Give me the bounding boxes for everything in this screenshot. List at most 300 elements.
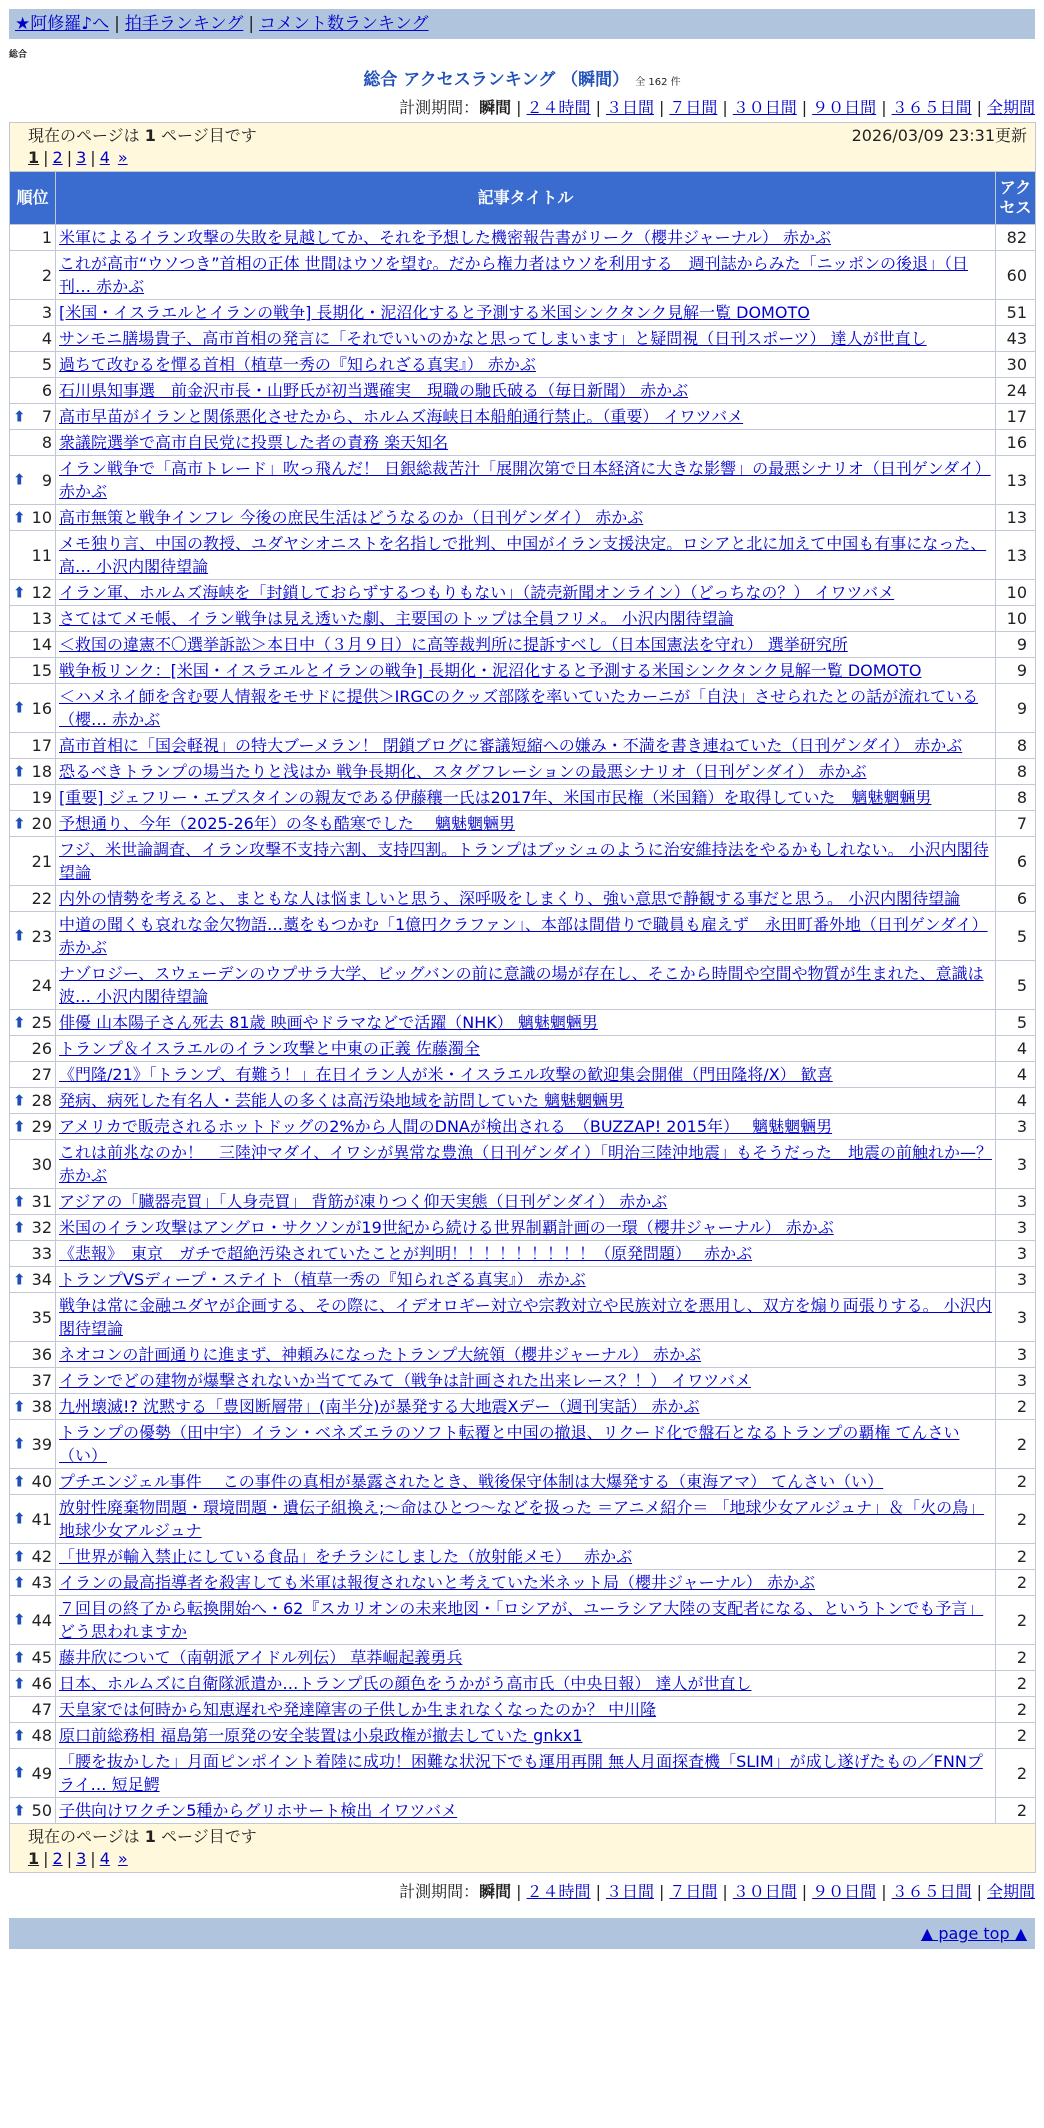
bottom-period-7[interactable]: 全期間 [986, 1882, 1035, 1901]
rank-cell [10, 225, 56, 251]
rank-up-icon: ⬆ [13, 1573, 26, 1591]
article-link[interactable]: 米軍によるイラン攻撃の失敗を見越してか、それを予想した機密報告書がリーク（櫻井ジャーナル） 赤かぶ [59, 228, 831, 247]
access-count: 13 [996, 531, 1036, 580]
rank-number: 33 [31, 1244, 52, 1263]
page-links-top: 1 | 2 | 3 | 4 » [28, 148, 128, 167]
article-link[interactable]: トランプ＆イスラエルのイラン攻撃と中東の正義 佐藤濁全 [59, 1039, 480, 1058]
table-row [10, 1114, 1036, 1140]
table-row [10, 759, 1036, 785]
article-link[interactable]: 高市早苗がイランと関係悪化させたから、ホルムズ海峡日本船舶通行禁止。（重要） イワツバメ [59, 407, 744, 426]
rank-number: 2 [41, 265, 52, 285]
rank-number: 49 [31, 1763, 52, 1783]
table-row [10, 1010, 1036, 1036]
rank-number: 42 [31, 1547, 52, 1566]
rank-cell [10, 1267, 56, 1293]
rank-cell [10, 759, 56, 785]
table-row [10, 606, 1036, 632]
access-count: 5 [996, 961, 1036, 1010]
access-count: 82 [996, 225, 1036, 251]
rank-up-icon: ⬆ [13, 1509, 26, 1528]
top-nav: ★阿修羅♪へ | 拍手ランキング | コメント数ランキング [9, 9, 1035, 39]
page-title-text: 総合 アクセスランキング （瞬間） [363, 70, 630, 90]
table-row [10, 658, 1036, 684]
table-row [10, 1723, 1036, 1749]
table-row [10, 404, 1036, 430]
title-cell [56, 733, 996, 759]
rank-cell [10, 456, 56, 505]
title-cell [56, 580, 996, 606]
rank-cell [10, 1697, 56, 1723]
rank-number: 17 [31, 736, 52, 755]
title-cell [56, 658, 996, 684]
page-links-bottom: 1 | 2 | 3 | 4 » [28, 1849, 128, 1868]
rank-header: 順位 [10, 172, 56, 225]
rank-number: 16 [31, 698, 52, 718]
rank-number: 37 [31, 1371, 52, 1390]
rank-cell [10, 1723, 56, 1749]
article-link[interactable]: 藤井欣について（南朝派アイドル列伝） 草莽崛起義勇兵 [59, 1648, 463, 1667]
table-row [10, 1241, 1036, 1267]
rank-cell [10, 606, 56, 632]
top-period-1[interactable]: ２４時間 [526, 98, 591, 117]
article-link[interactable]: 過ちて改むるを憚る首相（植草一秀の『知られざる真実』） 赤かぶ [59, 355, 536, 374]
page-top-bar [9, 1918, 1035, 1949]
rank-number: 4 [41, 329, 52, 348]
title-cell [56, 1798, 996, 1824]
bottom-period-3[interactable]: ７日間 [669, 1882, 718, 1901]
rank-cell [10, 1062, 56, 1088]
top-next-page-link[interactable]: » [117, 148, 128, 167]
rank-cell [10, 961, 56, 1010]
access-count: 3 [996, 1114, 1036, 1140]
title-cell [56, 326, 996, 352]
access-count: 2 [996, 1671, 1036, 1697]
rank-cell [10, 733, 56, 759]
rank-cell [10, 684, 56, 733]
article-link[interactable]: [米国・イスラエルとイランの戦争] 長期化・泥沼化すると予測する米国シンクタンク見解一覧 DOMOTO [59, 303, 810, 322]
table-row [10, 430, 1036, 456]
rank-cell [10, 912, 56, 961]
article-link[interactable]: 中道の聞くも哀れな金欠物語…藁をもつかむ「1億円クラファン」、本部は間借りで職員も雇えず 永田町番外地（日刊ゲンダイ） 赤かぶ [59, 915, 988, 957]
article-link[interactable]: 衆議院選挙で高市自民党に投票した者の責務 楽天知名 [59, 433, 449, 452]
rank-number: 48 [31, 1726, 52, 1745]
rank-number: 9 [41, 470, 52, 490]
rank-number: 50 [31, 1801, 52, 1820]
top-period-3[interactable]: ７日間 [669, 98, 718, 117]
rank-cell [10, 1570, 56, 1596]
bottom-page-link[interactable]: 3 [76, 1849, 87, 1868]
title-cell [56, 1293, 996, 1342]
rank-cell [10, 580, 56, 606]
access-count: 2 [996, 1495, 1036, 1544]
rank-cell [10, 1114, 56, 1140]
article-link[interactable]: これは前兆なのか！ 三陸沖マダイ、イワシが異常な豊漁（日刊ゲンダイ）「明治三陸沖地震」もそうだった 地震の前触れか—？ 赤かぶ [59, 1143, 992, 1185]
access-count: 2 [996, 1469, 1036, 1495]
article-link[interactable]: 内外の情勢を考えると、まともな人は悩ましいと思う、深呼吸をしまくり、強い意思で静観する事だと思う。 小沢内閣待望論 [59, 889, 961, 908]
rank-number: 8 [41, 433, 52, 452]
table-row [10, 352, 1036, 378]
access-header: アクセス [996, 172, 1036, 225]
article-link[interactable]: 発病、病死した有名人・芸能人の多くは高汚染地域を訪問していた 魑魅魍魎男 [59, 1091, 625, 1110]
article-link[interactable]: フジ、米世論調査、イラン攻撃不支持六割、支持四割。トランプはブッシュのように治安維持法をやるかもしれない。 小沢内閣待望論 [59, 840, 989, 882]
table-row [10, 886, 1036, 912]
access-count: 51 [996, 300, 1036, 326]
period-selector-top: 計測期間：瞬間 | ２４時間 | ３日間 | ７日間 | ３０日間 | ９０日間 | ３６５日間 | 全期間 [399, 98, 1035, 117]
rank-number: 20 [31, 814, 52, 833]
table-row [10, 1394, 1036, 1420]
access-count: 13 [996, 456, 1036, 505]
article-link[interactable]: 戦争は常に金融ユダヤが企画する、その際に、イデオロギー対立や宗教対立や民族対立を悪用し、双方を煽り両張りする。 小沢内閣待望論 [59, 1296, 992, 1338]
access-count: 4 [996, 1088, 1036, 1114]
title-cell [56, 1495, 996, 1544]
article-link[interactable]: プチエンジェル事件 この事件の真相が暴露されたとき、戦後保守体制は大爆発する（東海アマ） てんさい（い） [59, 1472, 884, 1491]
title-cell [56, 1368, 996, 1394]
access-count: 6 [996, 837, 1036, 886]
rank-cell [10, 378, 56, 404]
bottom-period-0: 瞬間 [479, 1882, 512, 1901]
table-row [10, 837, 1036, 886]
article-link[interactable]: サンモニ膳場貴子、高市首相の発言に「それでいいのかなと思ってしまいます」と疑問視（日刊スポーツ） 達人が世直し [59, 329, 927, 348]
article-link[interactable]: ＜ハメネイ師を含む要人情報をモサドに提供＞IRGCのクッズ部隊を率いていたカーニが「自決」させられたとの話が流れている（櫻… 赤かぶ [59, 687, 979, 729]
rank-number: 3 [41, 303, 52, 322]
top-period-6[interactable]: ３６５日間 [891, 98, 972, 117]
article-link[interactable]: 原口前総務相 福島第一原発の安全装置は小泉政権が撤去していた gnkx1 [59, 1726, 583, 1745]
rank-cell [10, 251, 56, 300]
article-link[interactable]: メモ独り言、中国の教授、ユダヤシオニストを名指しで批判、中国がイラン支援決定。ロシアと北に加えて中国も有事になった、高… 小沢内閣待望論 [59, 534, 987, 576]
table-row [10, 1697, 1036, 1723]
bottom-period-6[interactable]: ３６５日間 [891, 1882, 972, 1901]
top-period-5[interactable]: ９０日間 [812, 98, 877, 117]
access-count: 30 [996, 352, 1036, 378]
home-link[interactable]: ★阿修羅♪へ [15, 14, 110, 34]
rank-number: 15 [31, 661, 52, 680]
access-count: 24 [996, 378, 1036, 404]
rank-cell [10, 1671, 56, 1697]
table-row [10, 1215, 1036, 1241]
rank-cell [10, 632, 56, 658]
article-link[interactable]: これが高市“ウソつき”首相の正体 世間はウソを望む。だから権力者はウソを利用する 週刊誌からみた「ニッポンの後退」（日刊… 赤かぶ [59, 254, 969, 296]
rank-cell [10, 1368, 56, 1394]
article-link[interactable]: 高市首相に「国会軽視」の特大ブーメラン！ 閉鎖ブログに審議短縮への嫌み・不満を書き連ねていた（日刊ゲンダイ） 赤かぶ [59, 736, 963, 755]
clap-ranking-link[interactable]: 拍手ランキング [124, 14, 244, 34]
rank-cell [10, 1469, 56, 1495]
table-row [10, 1293, 1036, 1342]
rank-up-icon: ⬆ [13, 1610, 26, 1629]
table-row [10, 1749, 1036, 1798]
title-cell [56, 684, 996, 733]
rank-cell [10, 1544, 56, 1570]
title-cell [56, 404, 996, 430]
table-row [10, 456, 1036, 505]
article-link[interactable]: 予想通り、今年（2025-26年）の冬も酷寒でした 魑魅魍魎男 [59, 814, 515, 833]
article-link[interactable]: 《悲報》 東京 ガチで超絶汚染されていたことが判明！！！！！！！！！（原発問題） 赤かぶ [59, 1244, 753, 1263]
article-link[interactable]: 高市無策と戦争インフレ 今後の庶民生活はどうなるのか（日刊ゲンダイ） 赤かぶ [59, 508, 644, 527]
article-link[interactable]: アジアの「臓器売買」「人身売買」 背筋が凍りつく仰天実態（日刊ゲンダイ） 赤かぶ [59, 1192, 668, 1211]
access-count: 8 [996, 733, 1036, 759]
access-count: 8 [996, 785, 1036, 811]
title-cell [56, 378, 996, 404]
rank-cell [10, 300, 56, 326]
rank-number: 21 [31, 851, 52, 871]
bottom-period-2[interactable]: ３日間 [605, 1882, 654, 1901]
title-cell [56, 225, 996, 251]
rank-cell [10, 1189, 56, 1215]
pager-top [10, 123, 1036, 172]
table-row [10, 1189, 1036, 1215]
rank-cell [10, 658, 56, 684]
rank-number: 41 [31, 1509, 52, 1529]
article-link[interactable]: [重要] ジェフリー・エプスタインの親友である伊藤穰一氏は2017年、米国市民権（米国籍）を取得していた 魑魅魍魎男 [59, 788, 932, 807]
table-row [10, 300, 1036, 326]
rank-number: 13 [31, 609, 52, 628]
title-cell [56, 352, 996, 378]
access-count: 17 [996, 404, 1036, 430]
title-cell [56, 886, 996, 912]
table-row [10, 1798, 1036, 1824]
top-page-link[interactable]: 3 [76, 148, 87, 167]
article-link[interactable]: 放射性廃棄物問題・環境問題・遺伝子組換え;〜命はひとつ〜などを扱った ＝アニメ紹介＝ 「地球少女アルジュナ」＆「火の鳥」 地球少女アルジュナ [59, 1498, 985, 1540]
article-link[interactable]: ７回目の終了から転換開始へ・62『スカリオンの未来地図・「ロシアが、ユーラシア大陸の支配者になる、というトンでも予言」どう思われますか [59, 1599, 984, 1641]
article-link[interactable]: イラン軍、ホルムズ海峡を「封鎖しておらずするつもりもない」（読売新聞オンライン）（どっちなの？） イワツバメ [59, 583, 895, 602]
title-cell [56, 1189, 996, 1215]
table-row [10, 1342, 1036, 1368]
bottom-page-link[interactable]: 2 [52, 1849, 63, 1868]
top-period-2[interactable]: ３日間 [605, 98, 654, 117]
total-count: 全 162 件 [635, 77, 681, 88]
title-cell [56, 430, 996, 456]
rank-cell [10, 531, 56, 580]
rank-up-icon: ⬆ [13, 926, 26, 945]
table-row [10, 785, 1036, 811]
access-count: 16 [996, 430, 1036, 456]
rank-cell [10, 1036, 56, 1062]
article-link[interactable]: 「世界が輸入禁止にしている食品」をチラシにしました（放射能メモ） 赤かぶ [59, 1547, 633, 1566]
rank-number: 24 [31, 975, 52, 995]
rank-up-icon: ⬆ [13, 1397, 26, 1415]
access-count: 2 [996, 1697, 1036, 1723]
rank-number: 22 [31, 889, 52, 908]
table-row [10, 1469, 1036, 1495]
article-link[interactable]: 石川県知事選 前金沢市長・山野氏が初当選確実 現職の馳氏破る（毎日新聞） 赤かぶ [59, 381, 689, 400]
rank-number: 29 [31, 1117, 52, 1136]
current-page-text-bottom: 現在のページは 1 ページ目です [28, 1827, 257, 1846]
table-row [10, 1267, 1036, 1293]
rank-number: 32 [31, 1218, 52, 1237]
title-cell [56, 961, 996, 1010]
access-count: 9 [996, 684, 1036, 733]
bottom-page-link[interactable]: 4 [99, 1849, 110, 1868]
table-row [10, 811, 1036, 837]
rank-number: 14 [31, 635, 52, 654]
article-link[interactable]: 恐るべきトランプの場当たりと浅はか 戦争長期化、スタグフレーションの最悪シナリオ（日刊ゲンダイ） 赤かぶ [59, 762, 867, 781]
table-row [10, 326, 1036, 352]
article-link[interactable]: 「腰を抜かした」月面ピンポイント着陸に成功！困難な状況下でも運用再開 無人月面探査機「SLIM」が成し遂げたもの／FNNプライ… 短足鰐 [59, 1752, 983, 1794]
top-period-7[interactable]: 全期間 [986, 98, 1035, 117]
access-count: 5 [996, 1010, 1036, 1036]
article-link[interactable]: 《門隆/21》「トランプ、有難う！」在日イラン人が米・イスラエル攻撃の歓迎集会開催（門田隆将/X） 歓喜 [59, 1065, 833, 1084]
rank-up-icon: ⬆ [13, 1270, 26, 1288]
rank-number: 35 [31, 1307, 52, 1327]
access-count: 3 [996, 1267, 1036, 1293]
rank-number: 40 [31, 1472, 52, 1491]
table-row [10, 1671, 1036, 1697]
rank-up-icon: ⬆ [13, 470, 26, 489]
table-row [10, 1596, 1036, 1645]
rank-number: 6 [41, 381, 52, 400]
title-cell [56, 1469, 996, 1495]
article-link[interactable]: 九州壊滅!? 沈黙する「豊図断層帯」(南半分)が暴発する大地震Xデー（週刊実話） 赤かぶ [59, 1397, 700, 1416]
access-count: 2 [996, 1749, 1036, 1798]
rank-number: 26 [31, 1039, 52, 1058]
article-link[interactable]: 米国のイラン攻撃はアングロ・サクソンが19世紀から続ける世界制覇計画の一環（櫻井ジャーナル） 赤かぶ [59, 1218, 834, 1237]
rank-cell [10, 785, 56, 811]
article-link[interactable]: 子供向けワクチン5種からグリホサート検出 イワツバメ [59, 1801, 458, 1820]
title-cell [56, 837, 996, 886]
rank-cell [10, 404, 56, 430]
rank-cell [10, 1241, 56, 1267]
access-count: 43 [996, 326, 1036, 352]
article-link[interactable]: さてはてメモ帳、イラン戦争は見え透いた劇、主要国のトップは全員フリメ。 小沢内閣待望論 [59, 609, 734, 628]
table-row [10, 580, 1036, 606]
article-link[interactable]: 天皇家では何時から知恵遅れや発達障害の子供しか生まれなくなったのか？ 中川隆 [59, 1700, 657, 1719]
article-link[interactable]: イランでどの建物が爆撃されないか当ててみて（戦争は計画された出来レース？！） イワツバメ [59, 1371, 751, 1390]
title-cell [56, 505, 996, 531]
page-top-link[interactable]: ▲ page top ▲ [920, 1924, 1027, 1943]
access-count: 60 [996, 251, 1036, 300]
table-row [10, 684, 1036, 733]
access-count: 6 [996, 886, 1036, 912]
rank-up-icon: ⬆ [13, 1091, 26, 1109]
table-row [10, 251, 1036, 300]
rank-up-icon: ⬆ [13, 508, 26, 526]
rank-cell [10, 1645, 56, 1671]
title-cell [56, 1140, 996, 1189]
article-link[interactable]: イラン戦争で「高市トレード」吹っ飛んだ！ 日銀総裁苦汁「展開次第で日本経済に大きな影響」の最悪シナリオ（日刊ゲンダイ） 赤かぶ [59, 459, 991, 501]
table-row [10, 1036, 1036, 1062]
table-row [10, 1570, 1036, 1596]
article-link[interactable]: 戦争板リンク：[米国・イスラエルとイランの戦争] 長期化・泥沼化すると予測する米国シンクタンク見解一覧 DOMOTO [59, 661, 922, 680]
top-period-0: 瞬間 [479, 98, 512, 117]
access-count: 8 [996, 759, 1036, 785]
title-cell [56, 759, 996, 785]
bottom-period-4[interactable]: ３０日間 [732, 1882, 797, 1901]
rank-cell [10, 1215, 56, 1241]
article-link[interactable]: トランプVSディープ・ステイト（植草一秀の『知られざる真実』） 赤かぶ [59, 1270, 586, 1289]
table-row [10, 225, 1036, 251]
rank-cell [10, 1596, 56, 1645]
current-page-text: 現在のページは 1 ページ目です [28, 126, 257, 145]
access-count: 2 [996, 1723, 1036, 1749]
access-count: 5 [996, 912, 1036, 961]
access-count: 3 [996, 1293, 1036, 1342]
rank-number: 47 [31, 1700, 52, 1719]
article-link[interactable]: ネオコンの計画通りに進まず、神頼みになったトランプ大統領（櫻井ジャーナル） 赤かぶ [59, 1345, 702, 1364]
title-cell [56, 912, 996, 961]
rank-number: 25 [31, 1013, 52, 1032]
access-count: 4 [996, 1062, 1036, 1088]
title-cell [56, 456, 996, 505]
rank-up-icon: ⬆ [13, 1013, 26, 1031]
access-count: 3 [996, 1215, 1036, 1241]
table-row [10, 1062, 1036, 1088]
rank-number: 39 [31, 1434, 52, 1454]
top-period-4[interactable]: ３０日間 [732, 98, 797, 117]
rank-number: 34 [31, 1270, 52, 1289]
rank-cell [10, 1342, 56, 1368]
top-page-link[interactable]: 4 [99, 148, 110, 167]
title-cell [56, 1596, 996, 1645]
rank-number: 5 [41, 355, 52, 374]
access-count: 9 [996, 632, 1036, 658]
title-cell [56, 1645, 996, 1671]
title-cell [56, 1088, 996, 1114]
comment-ranking-link[interactable]: コメント数ランキング [259, 14, 429, 34]
title-cell [56, 1420, 996, 1469]
title-cell [56, 606, 996, 632]
rank-number: 19 [31, 788, 52, 807]
rank-up-icon: ⬆ [13, 1547, 26, 1565]
access-count: 2 [996, 1420, 1036, 1469]
article-link[interactable]: 俳優 山本陽子さん死去 81歳 映画やドラマなどで活躍（NHK） 魑魅魍魎男 [59, 1013, 598, 1032]
title-cell [56, 1749, 996, 1798]
article-link[interactable]: 日本、ホルムズに自衛隊派遣か…トランプ氏の顔色をうかがう高市氏（中央日報） 達人が世直し [59, 1674, 752, 1693]
rank-number: 12 [31, 583, 52, 602]
article-link[interactable]: トランプの優勢（田中宇）イラン・ベネズエラのソフト転覆と中国の撤退、リクード化で盤石となるトランプの覇権 てんさい（い） [59, 1423, 960, 1465]
rank-cell [10, 811, 56, 837]
article-link[interactable]: アメリカで販売されるホットドッグの2%から人間のDNAが検出される （BUZZAP! 2015年） 魑魅魍魎男 [59, 1117, 833, 1136]
title-cell [56, 1394, 996, 1420]
rank-cell [10, 837, 56, 886]
rank-number: 44 [31, 1610, 52, 1630]
rank-up-icon: ⬆ [13, 1801, 26, 1819]
access-count: 2 [996, 1394, 1036, 1420]
rank-cell [10, 1420, 56, 1469]
article-link[interactable]: イランの最高指導者を殺害しても米軍は報復されないと考えていた米ネット局（櫻井ジャーナル） 赤かぶ [59, 1573, 815, 1592]
table-row [10, 1544, 1036, 1570]
rank-up-icon: ⬆ [13, 583, 26, 601]
table-row [10, 1088, 1036, 1114]
rank-cell [10, 1749, 56, 1798]
rank-up-icon: ⬆ [13, 1117, 26, 1135]
bottom-period-5[interactable]: ９０日間 [812, 1882, 877, 1901]
access-count: 3 [996, 1368, 1036, 1394]
table-row [10, 1645, 1036, 1671]
bottom-period-1[interactable]: ２４時間 [526, 1882, 591, 1901]
access-count: 2 [996, 1596, 1036, 1645]
article-link[interactable]: ナゾロジー、スウェーデンのウプサラ大学、ビッグバンの前に意識の場が存在し、そこから時間や空間や物質が生まれた、意識は波… 小沢内閣待望論 [59, 964, 984, 1006]
access-count: 3 [996, 1342, 1036, 1368]
updated-time: 2026/03/09 23:31更新 [851, 126, 1028, 145]
rank-number: 46 [31, 1674, 52, 1693]
title-cell [56, 251, 996, 300]
bottom-next-page-link[interactable]: » [117, 1849, 128, 1868]
table-row [10, 961, 1036, 1010]
access-count: 2 [996, 1798, 1036, 1824]
title-cell [56, 1267, 996, 1293]
rank-number: 31 [31, 1192, 52, 1211]
table-row [10, 632, 1036, 658]
rank-cell [10, 886, 56, 912]
rank-up-icon: ⬆ [13, 814, 26, 832]
pager-bottom [10, 1824, 1036, 1873]
page-title [9, 65, 1035, 90]
article-link[interactable]: ＜救国の違憲不〇選挙訴訟＞本日中（３月９日）に高等裁判所に提訴すべし（日本国憲法を守れ） 選挙研究所 [59, 635, 848, 654]
title-cell [56, 531, 996, 580]
title-header: 記事タイトル [56, 172, 996, 225]
top-page-link[interactable]: 2 [52, 148, 63, 167]
rank-up-icon: ⬆ [13, 1472, 26, 1490]
rank-up-icon: ⬆ [13, 1434, 26, 1453]
